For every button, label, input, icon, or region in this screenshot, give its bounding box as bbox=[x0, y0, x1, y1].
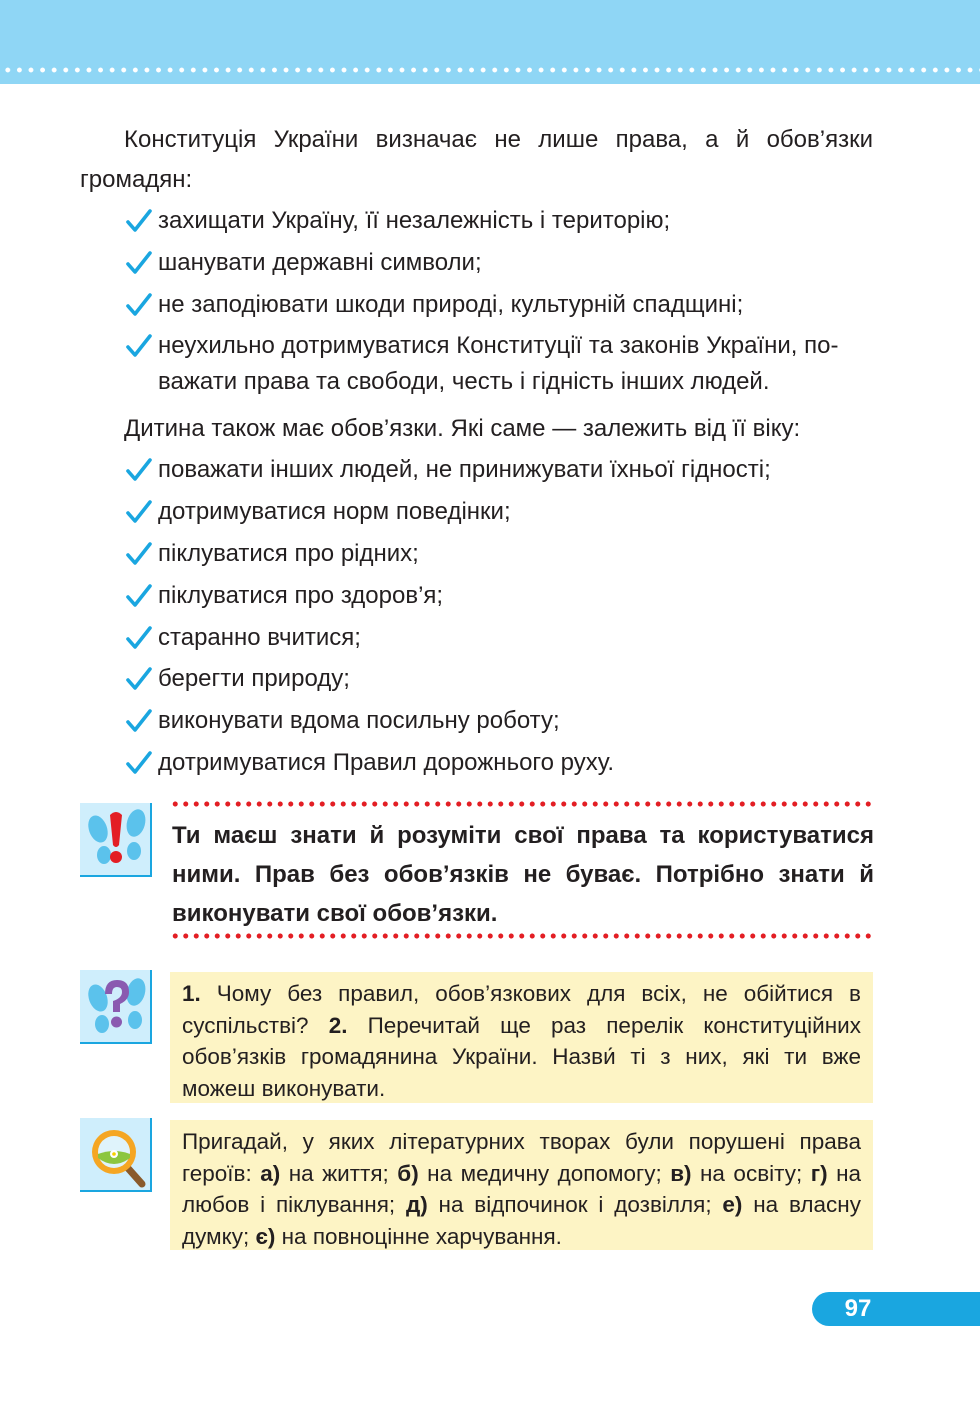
list-item-text: виконувати вдома посильну роботу; bbox=[158, 707, 560, 735]
checkmark-icon bbox=[126, 449, 154, 490]
option-letter: д) bbox=[405, 1192, 428, 1217]
checkmark-icon bbox=[126, 200, 154, 241]
checkmark-icon bbox=[126, 491, 154, 532]
question-number: 2. bbox=[328, 1012, 348, 1038]
child-duties-list bbox=[126, 449, 873, 783]
list-item-text: шанувати державні символи; bbox=[158, 248, 482, 276]
option-letter: є) bbox=[255, 1223, 276, 1249]
checkmark-icon bbox=[126, 617, 154, 658]
option-letter: б) bbox=[397, 1160, 419, 1186]
list-item-text: піклуватися про здоров’я; bbox=[158, 581, 444, 609]
page-number: 97 bbox=[844, 1295, 872, 1322]
checkmark-icon bbox=[126, 575, 154, 616]
list-item-text: дотримуватися норм поведінки; bbox=[158, 498, 511, 526]
list-item bbox=[126, 742, 873, 784]
list-item-text: не заподіювати шкоди природі, культурній спадщині; bbox=[158, 290, 744, 318]
question-number: 1. bbox=[182, 981, 201, 1006]
intro-paragraph: Конституція України визначає не лише права, а й обов’язки громадян: bbox=[80, 126, 873, 193]
child-duties-intro: Дитина також має обов’язки. Які саме — залежить від її віку: bbox=[124, 415, 801, 443]
list-item bbox=[126, 242, 873, 284]
list-item-text: захищати Україну, її незалежність і територію; bbox=[158, 207, 671, 234]
list-item bbox=[126, 658, 873, 700]
list-item-text: берегти природу; bbox=[158, 665, 350, 693]
option-letter: г) bbox=[810, 1160, 828, 1186]
option-text: на повноцінне харчування. bbox=[275, 1223, 562, 1249]
questions-box bbox=[170, 972, 873, 1103]
page-number-tab bbox=[812, 1292, 980, 1326]
option-text: на освіту; bbox=[691, 1160, 811, 1186]
list-item bbox=[126, 449, 873, 491]
icon-frame bbox=[80, 1118, 152, 1192]
question-text: Перечитай ще раз перелік конституційних обов’язків громадянина України. Назви́ ті з них, які ти вже можеш виконувати. bbox=[182, 1012, 861, 1101]
option-text: на життя; bbox=[280, 1160, 398, 1186]
list-item-text: піклуватися про рідних; bbox=[158, 539, 419, 567]
rule-callout bbox=[170, 800, 876, 942]
main-content bbox=[80, 120, 873, 784]
list-item bbox=[126, 284, 873, 326]
red-dotted-line-bottom bbox=[170, 932, 876, 940]
list-item-text: дотримуватися Правил дорожнього руху. bbox=[158, 748, 614, 776]
option-letter: а) bbox=[260, 1160, 281, 1186]
option-text: на медичну допомогу; bbox=[418, 1160, 671, 1186]
list-item bbox=[126, 700, 873, 742]
checkmark-icon bbox=[126, 284, 154, 325]
list-item bbox=[126, 575, 873, 617]
list-item-text: неухильно дотримуватися Конституції та законів України, по- bbox=[158, 332, 839, 360]
checkmark-icon bbox=[126, 325, 154, 366]
citizen-duties-list bbox=[126, 200, 873, 403]
option-text: на власну думку; bbox=[182, 1192, 861, 1249]
option-text: на відпочинок і дозвілля; bbox=[427, 1192, 723, 1217]
red-dotted-line-top bbox=[170, 800, 876, 808]
icon-frame bbox=[80, 970, 152, 1044]
list-item-text-continued: важати права та свободи, честь і гідність інших людей. bbox=[158, 368, 770, 396]
icon-frame bbox=[80, 803, 152, 877]
option-letter: е) bbox=[722, 1192, 743, 1217]
reading-intro: Пригадай, у яких літературних творах були порушені права героїв: bbox=[182, 1129, 861, 1186]
rule-text: Ти маєш знати й розуміти свої права та користуватися ними. Прав без обов’язків не буває. Потрібно знати й виконувати свої обов’язки. bbox=[172, 822, 874, 927]
list-item bbox=[126, 325, 873, 403]
list-item bbox=[126, 617, 873, 659]
question-footprints-icon bbox=[80, 970, 152, 1044]
option-text: на любов і піклування; bbox=[182, 1160, 862, 1217]
question-text: Чому без правил, обов’язкових для всіх, не обійтися в суспільстві? bbox=[182, 981, 861, 1038]
checkmark-icon bbox=[126, 533, 154, 574]
checkmark-icon bbox=[126, 658, 154, 699]
list-item-text: поважати інших людей, не принижувати їхньої гідності; bbox=[158, 456, 771, 484]
checkmark-icon bbox=[126, 242, 154, 283]
option-letter: в) bbox=[670, 1160, 692, 1186]
exclamation-footprints-icon bbox=[80, 803, 152, 877]
checkmark-icon bbox=[126, 700, 154, 741]
list-item bbox=[126, 491, 873, 533]
checkmark-icon bbox=[126, 742, 154, 783]
list-item bbox=[126, 533, 873, 575]
header-dotted-line bbox=[0, 66, 980, 74]
magnifier-icon bbox=[80, 1118, 152, 1192]
list-item-text: старанно вчитися; bbox=[158, 623, 361, 651]
reading-task-box bbox=[170, 1120, 873, 1250]
list-item bbox=[126, 200, 873, 242]
